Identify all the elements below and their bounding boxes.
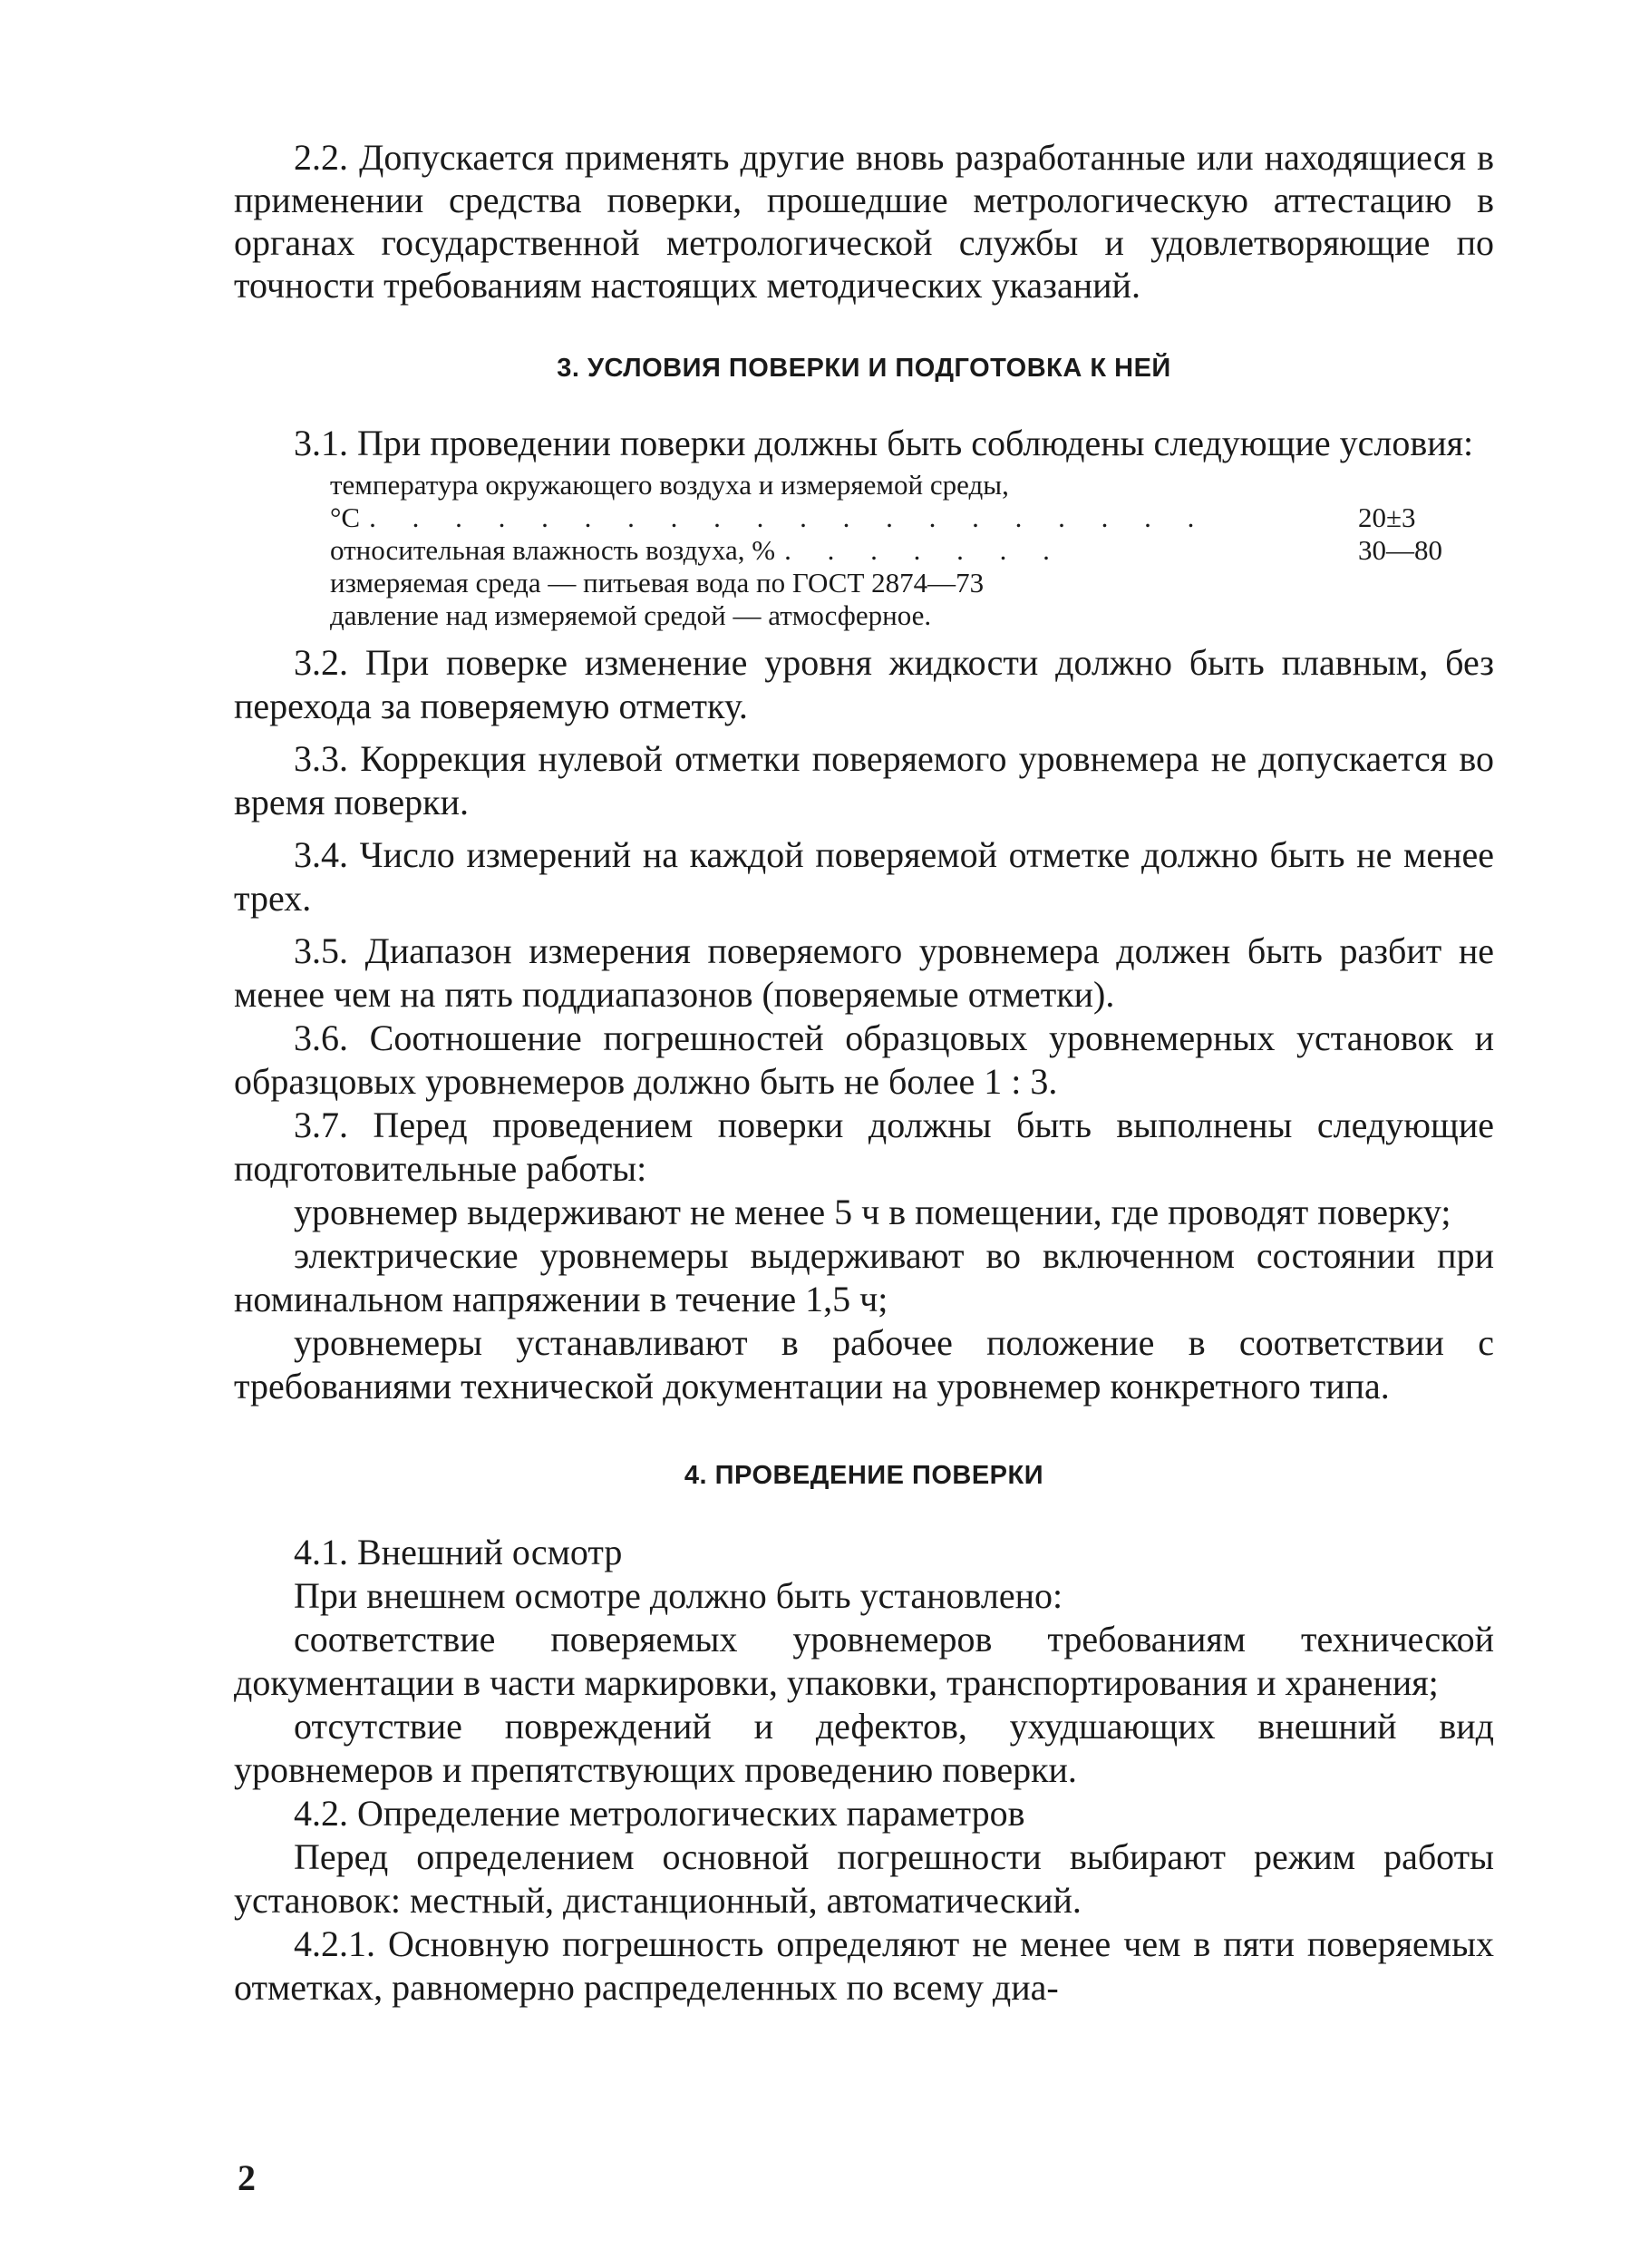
paragraph-3-4: 3.4. Число измерений на каждой поверяемой отметке должно быть не менее трех.	[234, 834, 1494, 919]
condition-medium: измеряемая среда — питьевая вода по ГОСТ 2874—73	[330, 567, 985, 599]
condition-temperature-value: 20±3	[1358, 501, 1416, 533]
paragraph-4-1: 4.1. Внешний осмотр	[294, 1532, 623, 1572]
paragraph-4-2: 4.2. Определение метрологических параметров	[294, 1793, 1025, 1834]
paragraph-2-2: 2.2. Допускается применять другие вновь разработанные или находящиеся в применении средства поверки, прошедшие метрологическую аттестацию в органах государственной метрологической службы и удовлетворяющие по точности требованиям настоящих методических указаний.	[234, 137, 1494, 306]
paragraph-3-7-a: уровнемер выдерживают не менее 5 ч в помещении, где проводят поверку;	[294, 1192, 1451, 1232]
condition-humidity-value: 30—80	[1358, 534, 1442, 566]
paragraph-4-1-b: отсутствие повреждений и дефектов, ухудшающих внешний вид уровнемеров и препятствующих проведению поверки.	[234, 1706, 1494, 1790]
section-3-heading: 3. УСЛОВИЯ ПОВЕРКИ И ПОДГОТОВКА К НЕЙ	[557, 354, 1171, 383]
condition-temperature-unit: °C	[330, 501, 361, 533]
paragraph-4-1-a: соответствие поверяемых уровнемеров требованиям технической документации в части маркировки, упаковки, транспортирования и хранения;	[234, 1619, 1494, 1703]
paragraph-4-1-intro: При внешнем осмотре должно быть установлено:	[294, 1575, 1063, 1616]
leader-dots: . . . . . . .	[784, 534, 1064, 566]
leader-dots: . . . . . . . . . . . . . . . . . . . .	[369, 501, 1209, 533]
conditions-list	[234, 469, 1494, 632]
condition-temperature-row	[234, 501, 1494, 534]
condition-temperature-label: температура окружающего воздуха и измеряемой среды,	[330, 469, 1009, 501]
paragraph-3-1: 3.1. При проведении поверки должны быть соблюдены следующие условия:	[294, 423, 1474, 463]
paragraph-4-2-intro: Перед определением основной погрешности выбирают режим работы установок: местный, дистанционный, автоматический.	[234, 1836, 1494, 1921]
condition-pressure: давление над измеряемой средой — атмосферное.	[330, 599, 932, 631]
paragraph-3-7-b: электрические уровнемеры выдерживают во включенном состоянии при номинальном напряжении в течение 1,5 ч;	[234, 1235, 1494, 1319]
paragraph-3-2: 3.2. При поверке изменение уровня жидкости должно быть плавным, без перехода за поверяемую отметку.	[234, 642, 1494, 726]
section-4-heading: 4. ПРОВЕДЕНИЕ ПОВЕРКИ	[684, 1461, 1044, 1490]
paragraph-3-3: 3.3. Коррекция нулевой отметки поверяемого уровнемера не допускается во время поверки.	[234, 738, 1494, 823]
condition-humidity-label: относительная влажность воздуха, %	[330, 534, 776, 566]
paragraph-4-2-1: 4.2.1. Основную погрешность определяют не менее чем в пяти поверяемых отметках, равномерно распределенных по всему диа-	[234, 1923, 1494, 2008]
condition-humidity-row	[234, 534, 1494, 567]
paragraph-3-5: 3.5. Диапазон измерения поверяемого уровнемера должен быть разбит не менее чем на пять поддиапазонов (поверяемые отметки).	[234, 930, 1494, 1015]
document-page	[234, 136, 1494, 2010]
paragraph-3-7-c: уровнемеры устанавливают в рабочее положение в соответствии с требованиями технической документации на уровнемер конкретного типа.	[234, 1322, 1494, 1407]
page-number: 2	[238, 2157, 256, 2198]
paragraph-3-7: 3.7. Перед проведением поверки должны быть выполнены следующие подготовительные работы:	[234, 1105, 1494, 1189]
paragraph-3-6: 3.6. Соотношение погрешностей образцовых уровнемерных установок и образцовых уровнемеров должно быть не более 1 : 3.	[234, 1017, 1494, 1102]
